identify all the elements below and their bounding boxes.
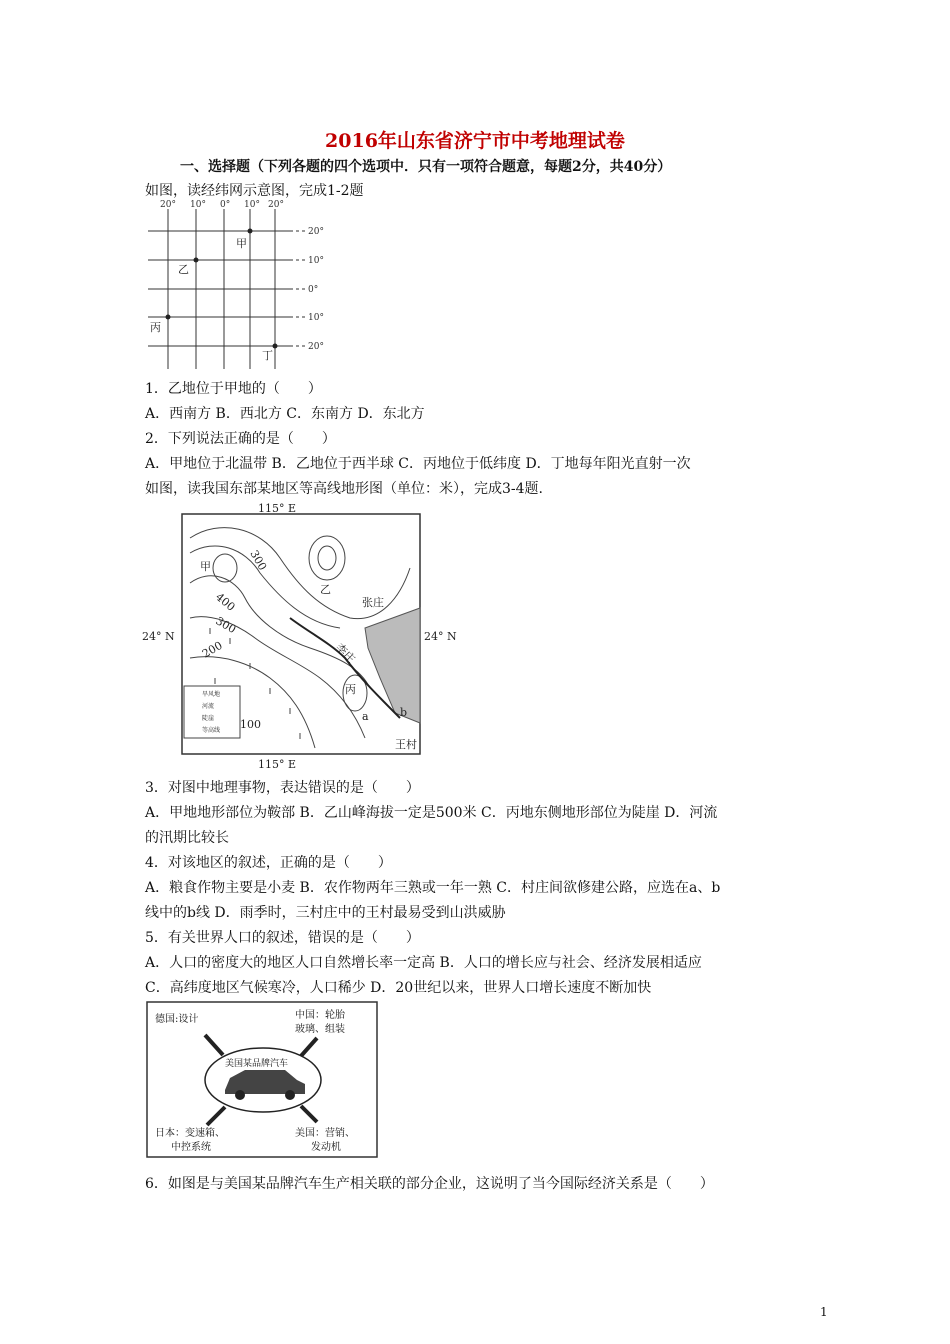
text-line: 如图，读经纬网示意图，完成1-2题 [145,183,364,199]
lat-label: 10° [308,313,324,323]
japan-label-2: 中控系统 [171,1142,211,1153]
options-3-cont: 的汛期比较长 [145,830,229,846]
contour-label: 300 [213,614,239,637]
contour-label: 100 [240,718,261,731]
lat-label: 20° [308,342,324,352]
question-3: 3．对图中地理事物，表达错误的是（ ） [145,780,420,796]
china-label-2: 玻璃、组装 [295,1024,345,1035]
lon-label-bottom: 115° E [258,758,297,770]
question-6: 6．如图是与美国某品牌汽车生产相关联的部分企业，这说明了当今国际经济关系是（ ） [145,1176,714,1192]
lon-label: 10° [244,200,260,210]
china-label-1: 中国：轮胎 [295,1010,345,1021]
lat-label-right: 24° N [424,630,457,643]
japan-label-1: 日本：变速箱、 [155,1128,225,1139]
line-b: b [400,706,408,719]
label-ding: 丁 [262,349,273,362]
text-line: 如图，读我国东部某地区等高线地形图（单位：米），完成3-4题. [145,481,543,497]
lon-label: 0° [220,200,231,210]
place-wangcun: 王村 [395,738,417,751]
label-jia: 甲 [236,237,247,250]
lon-label-top: 115° E [258,502,297,515]
line-a: a [362,710,369,723]
options-2: A．甲地位于北温带 B．乙地位于西半球 C．丙地位于低纬度 D．丁地每年阳光直射一次 [145,456,691,472]
lat-label: 10° [308,256,324,266]
label-yi: 乙 [178,263,189,276]
graticule-figure [140,197,340,372]
contour-label: 400 [213,590,238,614]
center-label: 美国某品牌汽车 [225,1059,289,1069]
place-lizhuang: 李庄 [332,640,358,666]
options-5: A．人口的密度大的地区人口自然增长率一定高 B．人口的增长应与社会、经济发展相适应 [145,955,702,971]
label-bing: 丙 [150,321,161,334]
options-3: A．甲地地形部位为鞍部 B．乙山峰海拔一定是500米 C．丙地东侧地形部位为陡崖 D．河流 [145,805,718,821]
options-4-cont: 线中的b线 D．雨季时，三村庄中的王村最易受到山洪威胁 [145,905,506,921]
usa-label-1: 美国：营销、 [295,1128,355,1139]
legend-item: 等高线 [202,727,221,734]
lat-label: 0° [308,285,319,295]
legend-item: 河流 [202,703,215,710]
contour-label: 300 [247,548,270,573]
contour-map-figure [140,498,480,770]
point-ding [273,344,278,349]
lat-label: 20° [308,227,324,237]
point-bing [166,315,171,320]
page-title: 2016年山东省济宁市中考地理试卷 [325,130,625,152]
place-zhangzhuang: 张庄 [362,596,384,609]
place-yi: 乙 [320,583,331,596]
place-bing: 丙 [345,683,356,696]
car-production-figure [145,1000,380,1160]
point-jia [248,229,253,234]
lat-label-left: 24° N [142,630,175,643]
question-2: 2．下列说法正确的是（ ） [145,431,336,447]
contour-label: 200 [200,638,225,661]
question-5: 5．有关世界人口的叙述，错误的是（ ） [145,930,420,946]
section-heading: 一、选择题（下列各题的四个选项中．只有一项符合题意，每题2分，共40分） [180,159,672,175]
legend-item: 陡崖 [202,715,215,722]
place-jia: 甲 [200,560,211,573]
question-1: 1．乙地位于甲地的（ ） [145,381,322,397]
usa-label-2: 发动机 [311,1142,341,1153]
options-4: A．粮食作物主要是小麦 B．农作物两年三熟或一年一熟 C．村庄间欲修建公路，应选在a、b [145,880,721,896]
point-yi [194,258,199,263]
page-number: 1 [820,1305,828,1319]
options-1: A．西南方 B．西北方 C．东南方 D．东北方 [145,406,425,422]
lon-label: 20° [268,200,284,210]
lon-label: 20° [160,200,176,210]
question-4: 4．对该地区的叙述，正确的是（ ） [145,855,392,871]
germany-label: 德国:设计 [155,1014,199,1025]
legend-item: 旱风地 [202,691,221,698]
options-5-cont: C．高纬度地区气候寒冷，人口稀少 D．20世纪以来，世界人口增长速度不断加快 [145,980,652,996]
lon-label: 10° [190,200,206,210]
